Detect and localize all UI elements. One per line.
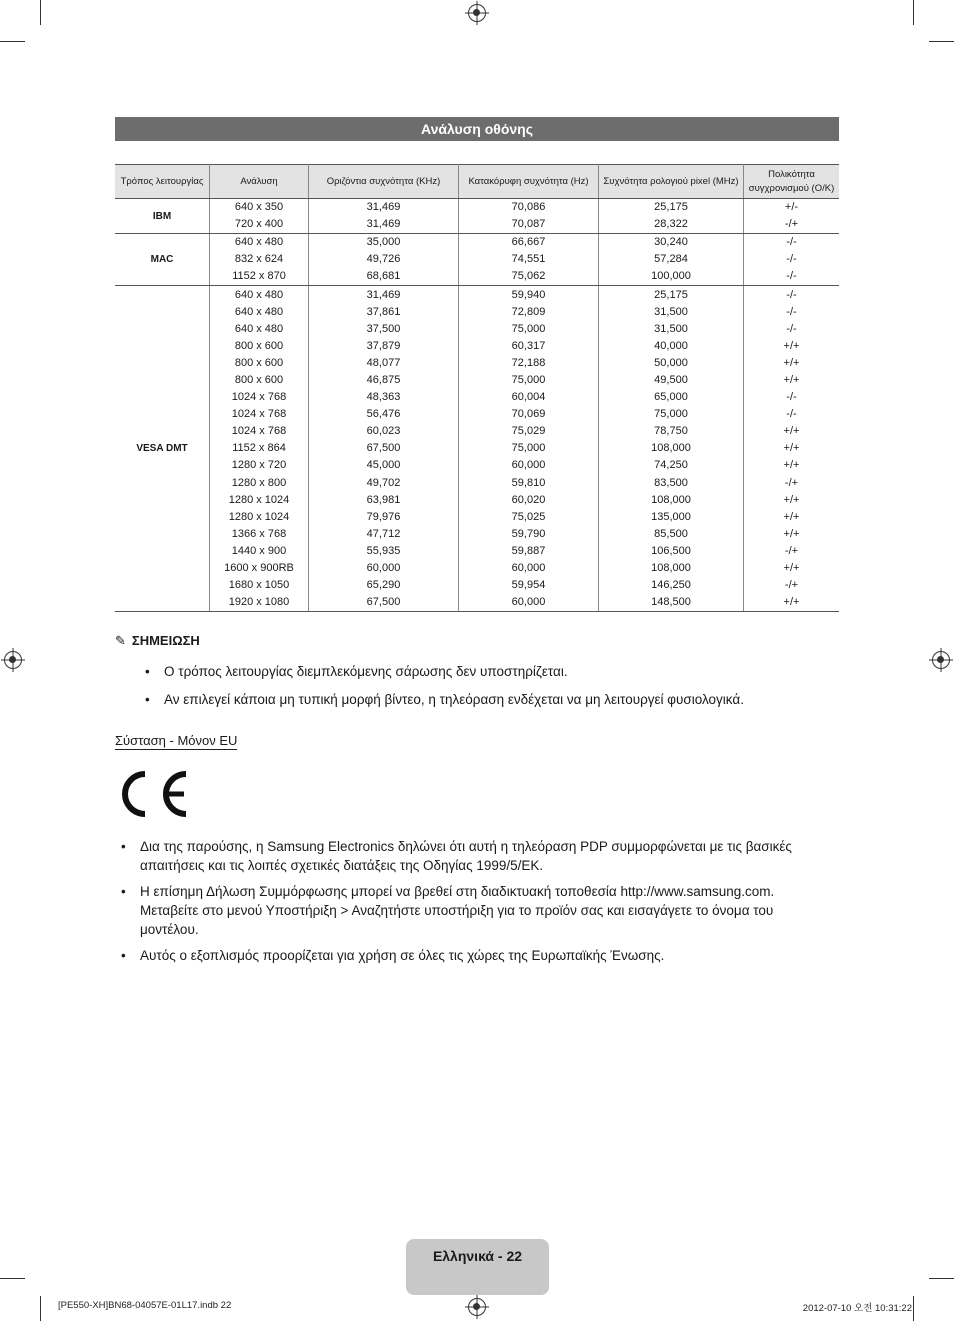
table-cell: 108,000 [599, 492, 744, 509]
table-row [115, 509, 839, 526]
table-cell: +/+ [744, 423, 840, 440]
table-row [115, 251, 839, 268]
ce-mark-icon [116, 768, 192, 820]
table-cell: 37,861 [309, 304, 459, 321]
table-cell: 60,023 [309, 423, 459, 440]
table-cell: 1024 x 768 [210, 423, 309, 440]
table-cell: 1280 x 1024 [210, 492, 309, 509]
table-cell: 75,000 [459, 440, 599, 457]
recommendation-title: Σύσταση - Μόνον EU [115, 733, 238, 748]
table-cell: +/+ [744, 457, 840, 474]
note-list [140, 662, 840, 709]
table-cell: 146,250 [599, 577, 744, 594]
table-row [115, 423, 839, 440]
table-cell: 65,000 [599, 389, 744, 406]
table-cell: 45,000 [309, 457, 459, 474]
table-cell: 75,000 [459, 372, 599, 389]
table-cell: +/+ [744, 594, 840, 612]
table-cell: 1280 x 720 [210, 457, 309, 474]
table-cell: 31,469 [309, 286, 459, 304]
table-row [115, 560, 839, 577]
table-cell: 60,317 [459, 338, 599, 355]
table-row [115, 577, 839, 594]
table-cell: 1680 x 1050 [210, 577, 309, 594]
table-cell: 59,940 [459, 286, 599, 304]
table-cell: +/+ [744, 372, 840, 389]
table-cell: 31,469 [309, 199, 459, 217]
crop-mark [40, 1296, 41, 1321]
table-row [115, 321, 839, 338]
crop-mark [0, 41, 25, 42]
table-cell: 108,000 [599, 440, 744, 457]
table-cell: 1600 x 900RB [210, 560, 309, 577]
table-cell: 148,500 [599, 594, 744, 612]
table-row [115, 216, 839, 234]
table-cell: 35,000 [309, 234, 459, 252]
crop-mark [929, 1278, 954, 1279]
table-cell: 31,469 [309, 216, 459, 234]
table-cell: 75,000 [599, 406, 744, 423]
table-cell: 59,790 [459, 526, 599, 543]
table-cell: 25,175 [599, 199, 744, 217]
table-cell: 75,029 [459, 423, 599, 440]
table-cell: 56,476 [309, 406, 459, 423]
table-cell: 60,004 [459, 389, 599, 406]
table-row [115, 338, 839, 355]
table-cell: 1440 x 900 [210, 543, 309, 560]
table-cell: 25,175 [599, 286, 744, 304]
table-cell: 40,000 [599, 338, 744, 355]
table-cell: 47,712 [309, 526, 459, 543]
list-item: • Δια της παρούσης, η Samsung Electronics δηλώνει ότι αυτή η τηλεόραση PDP συμμορφώνεται με τις βασικές απαιτήσεις και τις λοιπές σχετικές διατάξεις της Οδηγίας 1999/5/ΕΚ. [116, 837, 816, 875]
list-item: • Αυτός ο εξοπλισμός προορίζεται για χρήση σε όλες τις χώρες της Ευρωπαϊκής Ένωσης. [116, 946, 816, 965]
table-cell: 31,500 [599, 321, 744, 338]
column-header: Κατακόρυφη συχνότητα (Hz) [459, 165, 599, 199]
table-cell: 72,809 [459, 304, 599, 321]
table-cell: 79,976 [309, 509, 459, 526]
table-row [115, 355, 839, 372]
table-cell: 70,087 [459, 216, 599, 234]
table-cell: 31,500 [599, 304, 744, 321]
table-cell: 800 x 600 [210, 355, 309, 372]
table-cell: 85,500 [599, 526, 744, 543]
table-cell: 67,500 [309, 594, 459, 612]
crop-mark [929, 41, 954, 42]
table-cell: 640 x 480 [210, 234, 309, 252]
crop-mark [913, 1296, 914, 1321]
table-cell: +/+ [744, 440, 840, 457]
table-cell: 83,500 [599, 475, 744, 492]
table-cell: 48,077 [309, 355, 459, 372]
table-row [115, 372, 839, 389]
table-cell: 65,290 [309, 577, 459, 594]
table-cell: 75,025 [459, 509, 599, 526]
table-cell: 60,000 [459, 594, 599, 612]
table-cell: 1280 x 1024 [210, 509, 309, 526]
table-cell: 50,000 [599, 355, 744, 372]
table-cell: 800 x 600 [210, 338, 309, 355]
table-cell: -/- [744, 234, 840, 252]
pencil-icon: ✎ [115, 633, 126, 648]
table-row [115, 406, 839, 423]
table-cell: 100,000 [599, 268, 744, 286]
table-cell: -/- [744, 406, 840, 423]
table-cell: 49,726 [309, 251, 459, 268]
table-cell: 74,551 [459, 251, 599, 268]
table-cell: 75,062 [459, 268, 599, 286]
table-row [115, 594, 839, 612]
table-row [115, 543, 839, 560]
table-cell: -/+ [744, 577, 840, 594]
column-header: Τρόπος λειτουργίας [115, 165, 210, 199]
table-cell: 1024 x 768 [210, 406, 309, 423]
table-cell: +/+ [744, 509, 840, 526]
table-row [115, 492, 839, 509]
table-cell: -/- [744, 389, 840, 406]
table-row [115, 457, 839, 474]
table-cell: 55,935 [309, 543, 459, 560]
registration-mark-icon [468, 1298, 486, 1316]
table-cell: 57,284 [599, 251, 744, 268]
table-cell: 1280 x 800 [210, 475, 309, 492]
table-cell: 49,702 [309, 475, 459, 492]
print-timestamp: 2012-07-10 오전 10:31:22 [802, 1303, 912, 1314]
table-cell: 28,322 [599, 216, 744, 234]
table-cell: 49,500 [599, 372, 744, 389]
table-cell: 1152 x 870 [210, 268, 309, 286]
column-header: Ανάλυση [210, 165, 309, 199]
list-item: • Η επίσημη Δήλωση Συμμόρφωσης μπορεί να βρεθεί στη διαδικτυακή τοποθεσία http://www.samsung.com. Μεταβείτε στο μενού Υποστήριξη > Αναζητήστε υποστήριξη για το προϊόν σας και εισαγάγετε το όνομα του μοντέλου. [116, 882, 816, 939]
table-cell: 59,887 [459, 543, 599, 560]
page-number-tab [406, 1239, 549, 1295]
table-cell: 78,750 [599, 423, 744, 440]
table-cell: -/+ [744, 543, 840, 560]
note-title: ΣΗΜΕΙΩΣΗ [131, 633, 200, 648]
table-cell: -/- [744, 268, 840, 286]
table-row [115, 389, 839, 406]
table-cell: 70,069 [459, 406, 599, 423]
table-cell: 66,667 [459, 234, 599, 252]
table-row [115, 268, 839, 286]
table-row [115, 234, 839, 252]
table-cell: +/+ [744, 560, 840, 577]
table-cell: 67,500 [309, 440, 459, 457]
table-cell: 135,000 [599, 509, 744, 526]
table-cell: 1366 x 768 [210, 526, 309, 543]
table-cell: 46,875 [309, 372, 459, 389]
table-cell: 640 x 350 [210, 199, 309, 217]
crop-mark [0, 1278, 25, 1279]
table-cell: 59,954 [459, 577, 599, 594]
table-cell: -/- [744, 286, 840, 304]
table-cell: 37,500 [309, 321, 459, 338]
table-row [115, 440, 839, 457]
file-info: [PE550-XH]BN68-04057E-01L17.indb 22 [58, 1300, 232, 1311]
table-cell: 108,000 [599, 560, 744, 577]
table-cell: 70,086 [459, 199, 599, 217]
table-cell: 720 x 400 [210, 216, 309, 234]
column-header: Συχνότητα ρολογιού pixel (MHz) [599, 165, 744, 199]
table-row [115, 526, 839, 543]
table-cell: +/+ [744, 526, 840, 543]
table-cell: 800 x 600 [210, 372, 309, 389]
table-cell: +/+ [744, 338, 840, 355]
resolution-table [115, 164, 839, 612]
mode-cell: IBM [115, 199, 210, 234]
table-cell: 1152 x 864 [210, 440, 309, 457]
table-cell: 74,250 [599, 457, 744, 474]
table-cell: -/- [744, 251, 840, 268]
table-cell: 59,810 [459, 475, 599, 492]
page-label: Ελληνικά - 22 [432, 1248, 523, 1264]
registration-mark-icon [932, 651, 950, 669]
table-row [115, 304, 839, 321]
table-cell: 68,681 [309, 268, 459, 286]
table-cell: 60,000 [309, 560, 459, 577]
list-item: • Ο τρόπος λειτουργίας διεμπλεκόμενης σάρωσης δεν υποστηρίζεται. [140, 662, 840, 681]
table-cell: 30,240 [599, 234, 744, 252]
registration-mark-icon [4, 651, 22, 669]
registration-mark-icon [468, 4, 486, 22]
table-cell: 1024 x 768 [210, 389, 309, 406]
table-body [115, 199, 839, 612]
table-cell: +/+ [744, 492, 840, 509]
table-cell: +/+ [744, 355, 840, 372]
table-cell: +/- [744, 199, 840, 217]
table-cell: -/+ [744, 475, 840, 492]
table-cell: 75,000 [459, 321, 599, 338]
table-cell: 37,879 [309, 338, 459, 355]
crop-mark [40, 0, 41, 25]
recommendation-list [116, 837, 816, 965]
column-header: Πολικότητα συγχρονισμού (Ο/Κ) [744, 165, 840, 199]
table-cell: 640 x 480 [210, 321, 309, 338]
table-cell: 60,000 [459, 457, 599, 474]
section-title: Ανάλυση οθόνης [115, 117, 839, 141]
note-heading [115, 633, 200, 649]
table-row [115, 286, 839, 304]
table-cell: 60,000 [459, 560, 599, 577]
table-cell: 72,188 [459, 355, 599, 372]
table-cell: 640 x 480 [210, 286, 309, 304]
table-cell: 48,363 [309, 389, 459, 406]
column-header: Οριζόντια συχνότητα (KHz) [309, 165, 459, 199]
table-row [115, 199, 839, 217]
table-cell: -/- [744, 304, 840, 321]
table-cell: 60,020 [459, 492, 599, 509]
table-cell: -/- [744, 321, 840, 338]
table-header-row [115, 165, 839, 199]
mode-cell: VESA DMT [115, 286, 210, 612]
table-cell: 1920 x 1080 [210, 594, 309, 612]
table-cell: -/+ [744, 216, 840, 234]
table-cell: 106,500 [599, 543, 744, 560]
table-cell: 640 x 480 [210, 304, 309, 321]
mode-cell: MAC [115, 234, 210, 286]
list-item: • Αν επιλεγεί κάποια μη τυπική μορφή βίντεο, η τηλεόραση ενδέχεται να μη λειτουργεί φυσιολογικά. [140, 690, 840, 709]
table-cell: 63,981 [309, 492, 459, 509]
table-row [115, 475, 839, 492]
table-cell: 832 x 624 [210, 251, 309, 268]
crop-mark [913, 0, 914, 25]
